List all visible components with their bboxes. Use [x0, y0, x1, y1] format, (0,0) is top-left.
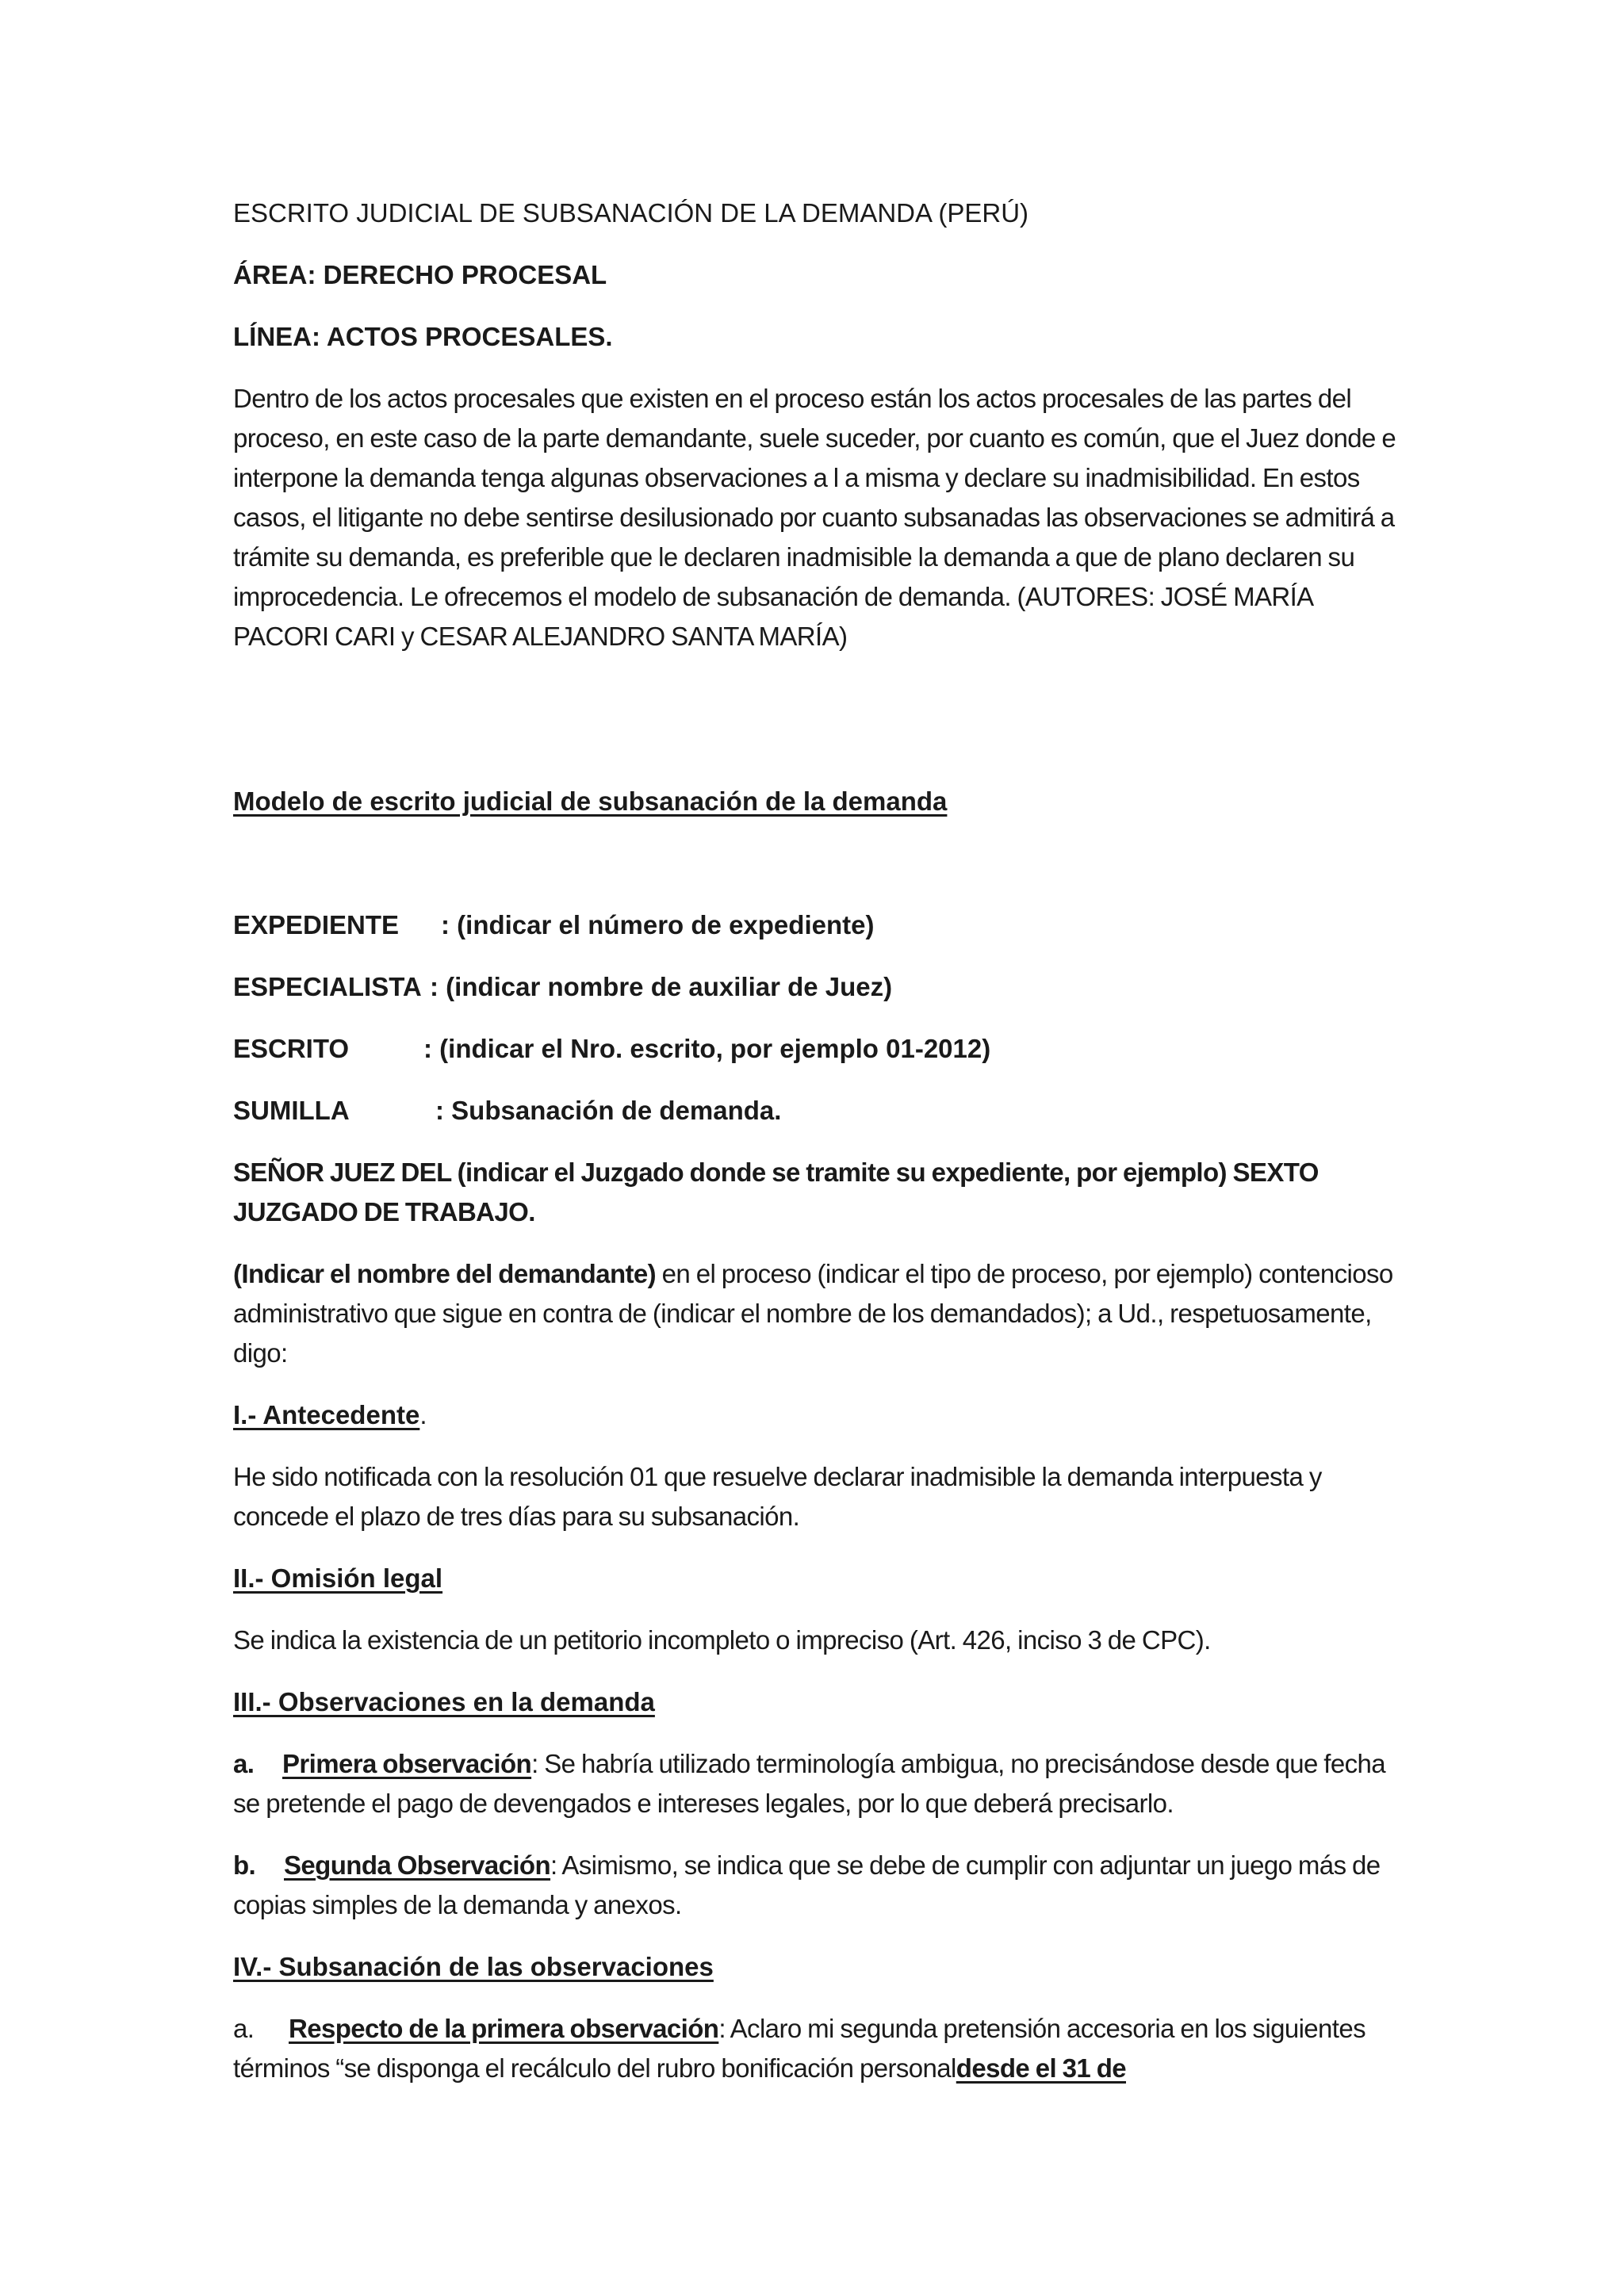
field-especialista: [233, 967, 1407, 1007]
section-subsanacion: IV.- Subsanación de las observaciones: [233, 1952, 714, 1981]
addressee: SEÑOR JUEZ DEL (indicar el Juzgado donde se tramite su expediente, por ejemplo) SEXTO JUZGADO DE TRABAJO.: [233, 1158, 1319, 1226]
section-antecedente: [233, 1395, 1407, 1435]
observation-a: [233, 1744, 1407, 1823]
subsanacion-title: Respecto de la primera observación: [289, 2014, 719, 2043]
model-heading: Modelo de escrito judicial de subsanación de la demanda: [233, 786, 948, 816]
observation-text: : Asimismo, se indica que se debe de cumplir con adjuntar un juego más de copias simples de la demanda y anexos.: [233, 1850, 1381, 1919]
antecedente-text: He sido notificada con la resolución 01 que resuelve declarar inadmisible la demanda interpuesta y concede el plazo de tres días para su subsanación.: [233, 1462, 1322, 1531]
field-label: SUMILLA: [233, 1096, 350, 1125]
field-value: : (indicar el número de expediente): [441, 910, 875, 939]
observation-text: : Se habría utilizado terminología ambigua, no precisándose desde que fecha se pretende el pago de devengados e intereses legales, por lo que deberá precisarlo.: [233, 1749, 1386, 1818]
subsanacion-a: [233, 2009, 1407, 2088]
field-sumilla: [233, 1091, 1407, 1131]
observation-b: [233, 1846, 1407, 1925]
observation-title: Primera observación: [282, 1749, 532, 1778]
section-omision-legal: II.- Omisión legal: [233, 1563, 443, 1593]
field-label: EXPEDIENTE: [233, 910, 400, 939]
field-expediente: [233, 905, 1407, 945]
field-escrito: [233, 1029, 1407, 1069]
field-label: ESCRITO: [233, 1034, 350, 1063]
section-observaciones: III.- Observaciones en la demanda: [233, 1687, 655, 1716]
subsanacion-text: : Aclaro mi segunda pretensión accesoria en los siguientes términos “se disponga el recálculo del rubro bonificación personal: [233, 2014, 1366, 2083]
opening-text: en el proceso (indicar el tipo de proceso, por ejemplo) contencioso administrativo que sigue en contra de (indicar el nombre de los demandados); a Ud., respetuosamente, digo:: [233, 1259, 1393, 1368]
area-line: ÁREA: DERECHO PROCESAL: [233, 260, 607, 289]
heading-period: .: [419, 1400, 427, 1429]
list-marker: a.: [233, 2014, 255, 2043]
section-heading: I.- Antecedente: [233, 1400, 420, 1429]
field-value: : Subsanación de demanda.: [435, 1096, 782, 1125]
list-marker: a.: [233, 1749, 255, 1778]
field-value: : (indicar nombre de auxiliar de Juez): [430, 972, 893, 1001]
observation-title: Segunda Observación: [284, 1850, 551, 1880]
linea-line: LÍNEA: ACTOS PROCESALES.: [233, 322, 613, 351]
field-label: ESPECIALISTA: [233, 972, 422, 1001]
field-value: : (indicar el Nro. escrito, por ejemplo 01-2012): [423, 1034, 991, 1063]
subsanacion-date: desde el 31 de: [956, 2053, 1126, 2083]
list-marker: b.: [233, 1850, 256, 1880]
opening-paragraph: [233, 1254, 1407, 1373]
demandante-placeholder: (Indicar el nombre del demandante): [233, 1259, 657, 1288]
document-title: ESCRITO JUDICIAL DE SUBSANACIÓN DE LA DEMANDA (PERÚ): [233, 198, 1029, 228]
intro-paragraph: Dentro de los actos procesales que existen en el proceso están los actos procesales de las partes del proceso, en este caso de la parte demandante, suele suceder, por cuanto es común, que el Juez donde e interpone la demanda tenga algunas observaciones a l a misma y declare su inadmisibilidad. En estos casos, el litigante no debe sentirse desilusionado por cuanto subsanadas las observaciones se admitirá a trámite su demanda, es preferible que le declaren inadmisible la demanda a que de plano declaren su improcedencia. Le ofrecemos el modelo de subsanación de demanda. (AUTORES: JOSÉ MARÍA PACORI CARI y CESAR ALEJANDRO SANTA MARÍA): [233, 384, 1396, 651]
omision-text: Se indica la existencia de un petitorio incompleto o impreciso (Art. 426, inciso 3 de CPC).: [233, 1625, 1211, 1655]
